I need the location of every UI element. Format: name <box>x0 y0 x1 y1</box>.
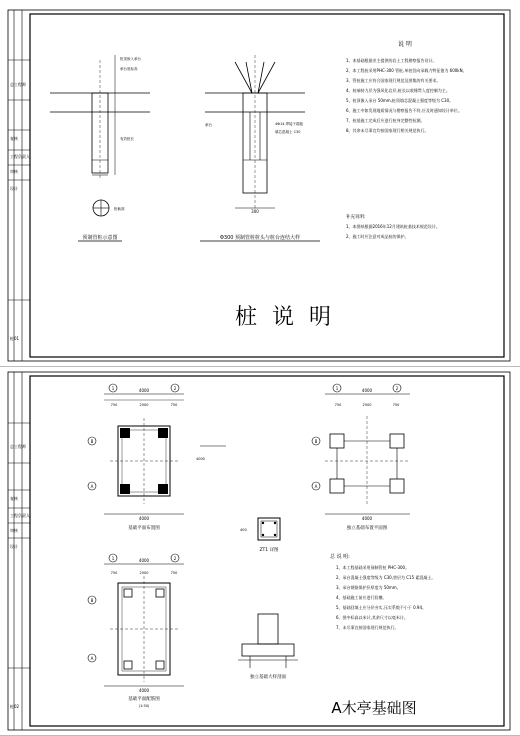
svg-text:2500: 2500 <box>139 571 149 575</box>
svg-text:750: 750 <box>392 403 400 407</box>
svg-text:桩顶嵌入承台: 桩顶嵌入承台 <box>120 57 141 61</box>
axis-letter: A <box>90 484 94 489</box>
dimension-text: 4000 <box>138 388 150 393</box>
note-line: 2、本工程桩采用PHC-300 管桩,单桩竖向承载力特征值为 600kN。 <box>346 68 467 73</box>
note-line: 1、本图纸根据2016年12月建筑桩基技术规范设计。 <box>346 224 440 229</box>
title-block-label: 工程负责人 <box>10 513 30 518</box>
drawing-sheet-foundation <box>0 368 520 736</box>
axis-number: 1 <box>111 386 115 391</box>
note-line: 4、桩端持力层为强风化岩层,桩长以收锤贯入度控制为主。 <box>346 88 450 93</box>
detail-caption: Φ300 预制管桩桩头与桩台连结大样 <box>219 235 301 241</box>
detail-caption: 预制管桩示意图 <box>82 235 118 241</box>
foundation-section-detail <box>238 614 298 680</box>
column-detail <box>240 518 280 553</box>
pile-head-connection-detail <box>200 55 320 241</box>
design-notes <box>346 40 467 239</box>
note-line: 6、图中标高以米计,其余尺寸以毫米计。 <box>336 615 408 620</box>
svg-text:2500: 2500 <box>362 403 372 407</box>
column-label: ZT1 详图 <box>259 548 279 553</box>
svg-text:4000: 4000 <box>361 516 373 521</box>
title-block-label: 设计 <box>10 544 18 549</box>
title-block-label: 审核 <box>10 528 18 533</box>
svg-text:4Φ14 焊接于端板: 4Φ14 焊接于端板 <box>275 122 304 126</box>
svg-text:A: A <box>90 656 94 661</box>
section-label: 独立基础大样剖面 <box>250 675 286 680</box>
svg-text:4000: 4000 <box>138 558 150 563</box>
note-line: 7、未尽事宜按国家现行规范执行。 <box>336 625 399 630</box>
axis-letter: B <box>90 439 94 444</box>
title-block-strip <box>8 372 30 730</box>
title-block-label: 设计 <box>10 186 18 191</box>
svg-text:有效桩长: 有效桩长 <box>120 137 134 141</box>
plan-caption: 基础平面配筋图 <box>128 697 160 702</box>
foundation-plan-top-right <box>312 384 410 531</box>
svg-text:2500: 2500 <box>139 403 149 407</box>
svg-text:750: 750 <box>170 403 178 407</box>
foundation-notes <box>330 553 435 630</box>
plan-caption: 基础平面布置图 <box>128 526 160 531</box>
svg-text:4000: 4000 <box>196 457 205 461</box>
note-line: 1、本基础根据业主提供的岩土工程勘察报告设计。 <box>346 58 437 63</box>
svg-text:1: 1 <box>111 556 115 561</box>
sheet-number: 桩02 <box>10 704 20 709</box>
axis-number: 2 <box>173 386 177 391</box>
svg-text:4000: 4000 <box>361 388 373 393</box>
title-block-label: 总工程师 <box>10 444 26 449</box>
svg-text:4000: 4000 <box>138 516 150 521</box>
title-block-label: 总工程师 <box>10 82 26 87</box>
title-block-label: 审核 <box>10 169 18 174</box>
note-line: 7、桩基施工完成后应进行桩身完整性检测。 <box>346 118 425 123</box>
note-line: 2、承台混凝土强度等级为 C30,垫层为 C15 素混凝土。 <box>336 575 436 580</box>
title-block-strip <box>8 10 30 361</box>
notes-header: 说 明 <box>398 41 412 48</box>
svg-text:2: 2 <box>173 556 177 561</box>
title-block-label: 工程负责人 <box>10 154 30 159</box>
foundation-plan-bottom-left <box>88 554 184 708</box>
note-line: 3、承台钢筋保护层厚度为 50mm。 <box>336 585 401 590</box>
title-block-label: 复核 <box>10 136 18 141</box>
title-block-label: 复核 <box>10 496 18 501</box>
svg-text:750: 750 <box>110 571 118 575</box>
svg-text:承台底标高: 承台底标高 <box>120 67 138 71</box>
svg-text:750: 750 <box>334 403 342 407</box>
note-line: 8、其余未尽事宜均按国家现行相关规范执行。 <box>346 128 429 133</box>
sheet-number: 桩01 <box>10 336 20 341</box>
svg-text:1: 1 <box>335 386 339 391</box>
foundation-plan-top-left <box>88 384 226 531</box>
drawing-title: A木亭基础图 <box>331 699 417 717</box>
note-line: 4、基础施工前应进行验槽。 <box>336 595 387 600</box>
svg-text:400: 400 <box>240 528 247 532</box>
drawing-title: 桩 说 明 <box>235 305 335 330</box>
svg-text:2: 2 <box>395 386 399 391</box>
extra-notes-header: 补充说明: <box>346 215 366 220</box>
svg-text:750: 750 <box>170 571 178 575</box>
note-line: 5、基础回填土应分层夯实,压实系数不小于 0.94。 <box>336 605 426 610</box>
note-line: 1、本工程基础采用预制管桩 PHC-300。 <box>336 565 410 570</box>
note-line: 5、桩顶嵌入承台 50mm,桩顶填芯混凝土强度等级为 C30。 <box>346 98 454 103</box>
pile-schematic-detail <box>50 55 150 241</box>
note-line: 2、施工时应注意对成品桩的保护。 <box>346 234 409 239</box>
svg-text:A: A <box>314 484 318 489</box>
svg-text:750: 750 <box>110 403 118 407</box>
svg-text:填芯混凝土 C30: 填芯混凝土 C30 <box>275 130 301 134</box>
svg-text:300: 300 <box>251 209 259 214</box>
svg-text:承台: 承台 <box>205 123 212 127</box>
drawing-sheet-pile-notes <box>0 0 520 367</box>
pile-section-label: 桩截面 <box>114 207 125 211</box>
notes-header: 总 说 明: <box>330 554 350 560</box>
svg-text:B: B <box>314 439 318 444</box>
svg-text:4000: 4000 <box>138 688 150 693</box>
note-line: 6、施工中如发现地质情况与勘察报告不符,应及时通知设计单位。 <box>346 108 462 113</box>
plan-caption: 独立基础布置平面图 <box>346 526 388 531</box>
note-line: 3、管桩施工应符合国家现行规范及图集的有关要求。 <box>346 78 441 83</box>
svg-text:B: B <box>90 598 94 603</box>
plan-scale: (1:50) <box>138 704 150 708</box>
